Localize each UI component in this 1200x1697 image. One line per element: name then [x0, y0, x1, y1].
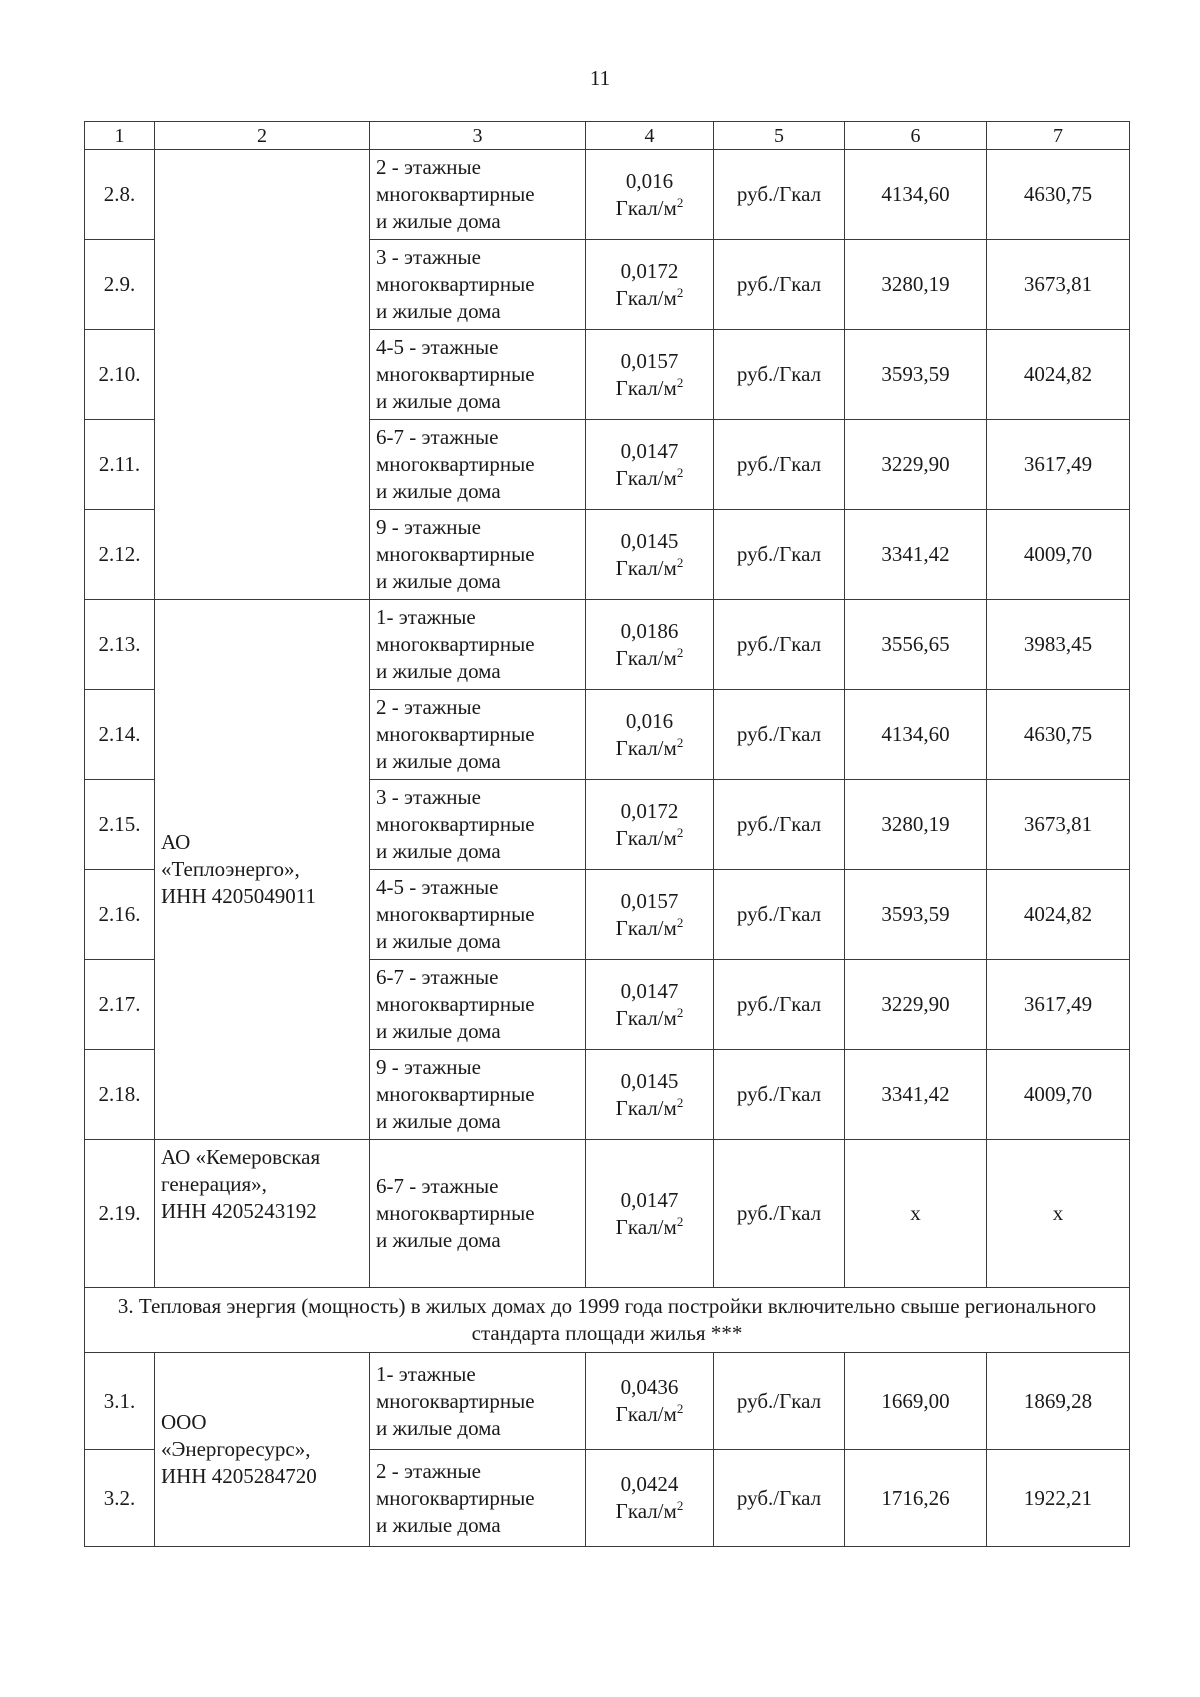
tariff-value-7: 1869,28: [987, 1353, 1130, 1450]
tariff-value-6: 3593,59: [845, 330, 987, 420]
desc-line: 1- этажные: [376, 605, 476, 629]
tariff-value-6: 4134,60: [845, 690, 987, 780]
norm-cell: [586, 1050, 714, 1140]
tariff-value-6: 3556,65: [845, 600, 987, 690]
desc-line: 2 - этажные: [376, 1458, 481, 1483]
building-type-cell: [370, 240, 586, 330]
norm-value: 0,0145: [620, 528, 679, 553]
row-number: 3.2.: [85, 1450, 155, 1547]
unit-cell: руб./Гкал: [714, 780, 845, 870]
superscript: 2: [676, 464, 684, 480]
desc-line: многоквартирные: [376, 362, 535, 386]
tariff-value-6: 1669,00: [845, 1353, 987, 1450]
norm-cell: [586, 1353, 714, 1450]
tariff-value-7: 3673,81: [987, 780, 1130, 870]
unit-cell: руб./Гкал: [714, 1050, 845, 1140]
organization-cell: [155, 600, 370, 1140]
building-type-cell: [370, 150, 586, 240]
norm-value: 0,016: [625, 168, 674, 193]
unit-cell: руб./Гкал: [714, 240, 845, 330]
tariff-value-7: 4024,82: [987, 330, 1130, 420]
building-type-cell: [370, 330, 586, 420]
unit-cell: руб./Гкал: [714, 690, 845, 780]
tariff-value-6: 1716,26: [845, 1450, 987, 1547]
norm-unit: Гкал/м: [615, 915, 677, 940]
desc-line: 4-5 - этажные: [376, 335, 499, 359]
building-type-cell: [370, 600, 586, 690]
org-line: «Теплоэнерго»,: [161, 857, 300, 881]
norm-cell: [586, 1450, 714, 1547]
desc-line: и жилые дома: [376, 209, 501, 233]
column-header: 4: [586, 122, 714, 150]
column-header: 7: [987, 122, 1130, 150]
tariff-value-7: 4024,82: [987, 870, 1130, 960]
desc-line: и жилые дома: [376, 299, 501, 323]
superscript: 2: [676, 1401, 684, 1416]
row-number: 2.17.: [85, 960, 155, 1050]
column-header: 6: [845, 122, 987, 150]
page-number: 11: [589, 66, 611, 90]
building-type-cell: [370, 1050, 586, 1140]
organization-cell: [155, 1140, 370, 1288]
row-number: 2.11.: [85, 420, 155, 510]
norm-unit: Гкал/м: [615, 735, 677, 760]
desc-line: и жилые дома: [376, 839, 501, 863]
norm-unit: Гкал/м: [615, 285, 677, 310]
section-heading-row: [85, 1288, 1130, 1353]
column-header: 2: [155, 122, 370, 150]
norm-value: 0,0147: [620, 438, 679, 463]
desc-line: многоквартирные: [376, 1485, 535, 1510]
table-row: [85, 1140, 1130, 1288]
norm-value: 0,0147: [620, 1187, 679, 1212]
row-number: 3.1.: [85, 1353, 155, 1450]
tariff-value-6: 3280,19: [845, 780, 987, 870]
desc-line: и жилые дома: [376, 1019, 501, 1043]
column-header: 3: [370, 122, 586, 150]
tariff-value-6: 3593,59: [845, 870, 987, 960]
row-number: 2.16.: [85, 870, 155, 960]
superscript: 2: [676, 644, 684, 660]
desc-line: и жилые дома: [376, 569, 501, 593]
norm-value: 0,0172: [620, 258, 679, 283]
tariff-value-6: 3280,19: [845, 240, 987, 330]
superscript: 2: [676, 1094, 684, 1110]
row-number: 2.18.: [85, 1050, 155, 1140]
building-type-cell: [370, 1450, 586, 1547]
norm-cell: [586, 330, 714, 420]
row-number: 2.10.: [85, 330, 155, 420]
desc-line: многоквартирные: [376, 1388, 535, 1413]
desc-line: 9 - этажные: [376, 515, 481, 539]
desc-line: и жилые дома: [376, 1109, 501, 1133]
unit-cell: руб./Гкал: [714, 150, 845, 240]
column-header: 5: [714, 122, 845, 150]
desc-line: многоквартирные: [376, 722, 535, 746]
org-line: ИНН 4205049011: [161, 884, 316, 908]
tariff-value-7: х: [987, 1140, 1130, 1288]
norm-value: 0,0157: [620, 348, 679, 373]
superscript: 2: [676, 734, 684, 750]
row-number: 2.9.: [85, 240, 155, 330]
unit-cell: руб./Гкал: [714, 420, 845, 510]
norm-cell: [586, 600, 714, 690]
desc-line: многоквартирные: [376, 542, 535, 566]
desc-line: 3 - этажные: [376, 245, 481, 269]
unit-cell: руб./Гкал: [714, 1450, 845, 1547]
table-row: [85, 1353, 1130, 1450]
norm-value: 0,0145: [620, 1068, 679, 1093]
org-line: генерация»,: [161, 1172, 267, 1196]
norm-unit: Гкал/м: [615, 1095, 677, 1120]
desc-line: и жилые дома: [376, 929, 501, 953]
norm-cell: [586, 510, 714, 600]
unit-cell: руб./Гкал: [714, 330, 845, 420]
row-number: 2.8.: [85, 150, 155, 240]
unit-cell: руб./Гкал: [714, 1353, 845, 1450]
desc-line: многоквартирные: [376, 272, 535, 296]
table-row: [85, 600, 1130, 690]
norm-cell: [586, 1140, 714, 1288]
norm-cell: [586, 690, 714, 780]
superscript: 2: [676, 1498, 684, 1513]
desc-line: многоквартирные: [376, 182, 535, 206]
unit-cell: руб./Гкал: [714, 510, 845, 600]
tariff-value-6: 3229,90: [845, 420, 987, 510]
norm-unit: Гкал/м: [615, 645, 677, 670]
norm-unit: Гкал/м: [615, 1499, 677, 1523]
norm-value: 0,0436: [620, 1375, 679, 1399]
superscript: 2: [676, 554, 684, 570]
norm-cell: [586, 420, 714, 510]
norm-value: 0,016: [625, 708, 674, 733]
tariff-value-7: 4630,75: [987, 690, 1130, 780]
tariff-value-7: 1922,21: [987, 1450, 1130, 1547]
desc-line: 2 - этажные: [376, 155, 481, 179]
tariff-value-6: 3341,42: [845, 1050, 987, 1140]
desc-line: многоквартирные: [376, 902, 535, 926]
row-number: 2.12.: [85, 510, 155, 600]
org-line: АО «Кемеровская: [161, 1145, 321, 1169]
tariff-value-7: 4009,70: [987, 1050, 1130, 1140]
org-line: АО: [161, 830, 191, 854]
tariff-value-6: 3229,90: [845, 960, 987, 1050]
tariff-value-7: 3983,45: [987, 600, 1130, 690]
desc-line: 3 - этажные: [376, 785, 481, 809]
norm-cell: [586, 780, 714, 870]
norm-cell: [586, 150, 714, 240]
superscript: 2: [676, 914, 684, 930]
tariff-value-6: 3341,42: [845, 510, 987, 600]
building-type-cell: [370, 780, 586, 870]
building-type-cell: [370, 510, 586, 600]
desc-line: многоквартирные: [376, 812, 535, 836]
desc-line: многоквартирные: [376, 1201, 535, 1225]
building-type-cell: [370, 1140, 586, 1288]
norm-unit: Гкал/м: [615, 465, 677, 490]
desc-line: и жилые дома: [376, 1228, 501, 1252]
norm-unit: Гкал/м: [615, 1214, 677, 1239]
tariff-value-7: 3617,49: [987, 420, 1130, 510]
row-number: 2.13.: [85, 600, 155, 690]
superscript: 2: [676, 194, 684, 210]
tariff-value-7: 3673,81: [987, 240, 1130, 330]
unit-cell: руб./Гкал: [714, 960, 845, 1050]
row-number: 2.19.: [85, 1140, 155, 1288]
desc-line: и жилые дома: [376, 479, 501, 503]
desc-line: 4-5 - этажные: [376, 875, 499, 899]
desc-line: 9 - этажные: [376, 1055, 481, 1079]
desc-line: 6-7 - этажные: [376, 965, 499, 989]
norm-value: 0,0172: [620, 798, 679, 823]
organization-cell-blank: [155, 150, 370, 600]
org-line: ИНН 4205243192: [161, 1199, 317, 1223]
norm-unit: Гкал/м: [615, 555, 677, 580]
desc-line: многоквартирные: [376, 992, 535, 1016]
table-header-row: [85, 122, 1130, 150]
unit-cell: руб./Гкал: [714, 870, 845, 960]
tariff-value-7: 3617,49: [987, 960, 1130, 1050]
superscript: 2: [676, 284, 684, 300]
tariff-value-7: 4630,75: [987, 150, 1130, 240]
tariff-value-6: х: [845, 1140, 987, 1288]
tariff-value-6: 4134,60: [845, 150, 987, 240]
norm-value: 0,0424: [620, 1472, 679, 1496]
desc-line: и жилые дома: [376, 1512, 501, 1537]
desc-line: и жилые дома: [376, 659, 501, 683]
norm-value: 0,0157: [620, 888, 679, 913]
superscript: 2: [676, 1213, 684, 1229]
desc-line: многоквартирные: [376, 1082, 535, 1106]
norm-unit: Гкал/м: [615, 825, 677, 850]
norm-unit: Гкал/м: [615, 1005, 677, 1030]
building-type-cell: [370, 420, 586, 510]
org-line: ООО: [161, 1410, 207, 1434]
org-line: ИНН 4205284720: [161, 1464, 317, 1488]
unit-cell: руб./Гкал: [714, 1140, 845, 1288]
table-row: [85, 150, 1130, 240]
building-type-cell: [370, 1353, 586, 1450]
norm-value: 0,0186: [620, 618, 679, 643]
norm-unit: Гкал/м: [615, 1402, 677, 1426]
tariff-table: [84, 121, 1130, 1547]
column-header: 1: [85, 122, 155, 150]
building-type-cell: [370, 960, 586, 1050]
building-type-cell: [370, 690, 586, 780]
row-number: 2.14.: [85, 690, 155, 780]
building-type-cell: [370, 870, 586, 960]
desc-line: 6-7 - этажные: [376, 425, 499, 449]
norm-unit: Гкал/м: [615, 195, 677, 220]
row-number: 2.15.: [85, 780, 155, 870]
desc-line: и жилые дома: [376, 389, 501, 413]
norm-value: 0,0147: [620, 978, 679, 1003]
norm-cell: [586, 240, 714, 330]
desc-line: и жилые дома: [376, 1415, 501, 1440]
organization-cell: [155, 1353, 370, 1547]
tariff-value-7: 4009,70: [987, 510, 1130, 600]
norm-cell: [586, 960, 714, 1050]
desc-line: 2 - этажные: [376, 695, 481, 719]
superscript: 2: [676, 824, 684, 840]
desc-line: многоквартирные: [376, 452, 535, 476]
org-line: «Энергоресурс»,: [161, 1437, 311, 1461]
section-title: 3. Тепловая энергия (мощность) в жилых домах до 1999 года постройки включительно свыше регионального стандарта площади жилья ***: [85, 1288, 1130, 1353]
desc-line: 6-7 - этажные: [376, 1174, 499, 1198]
superscript: 2: [676, 1004, 684, 1020]
desc-line: многоквартирные: [376, 632, 535, 656]
superscript: 2: [676, 374, 684, 390]
desc-line: и жилые дома: [376, 749, 501, 773]
norm-unit: Гкал/м: [615, 375, 677, 400]
desc-line: 1- этажные: [376, 1361, 476, 1386]
norm-cell: [586, 870, 714, 960]
unit-cell: руб./Гкал: [714, 600, 845, 690]
